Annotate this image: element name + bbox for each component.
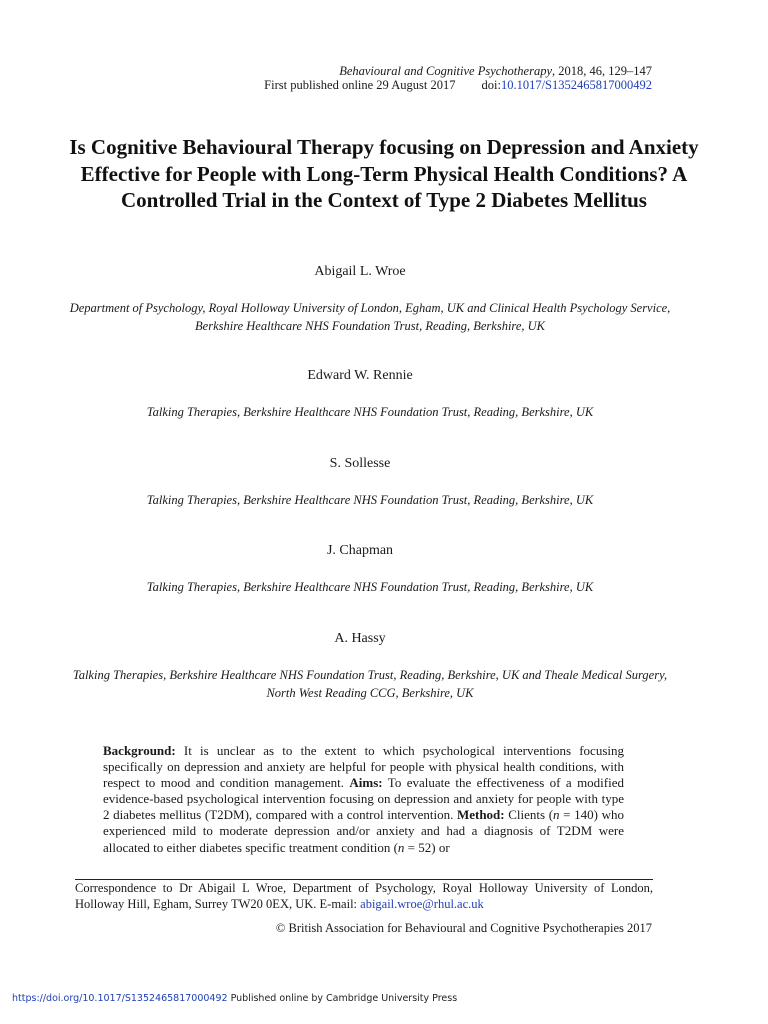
method-heading: Method: (456, 807, 505, 823)
correspondence-note (75, 881, 653, 912)
author-affiliation: Talking Therapies, Berkshire Healthcare NHS Foundation Trust, Reading, Berkshire, UK (146, 493, 594, 507)
correspondence-text: Correspondence to Dr Abigail L Wroe, Department of Psychology, Royal Holloway University of London, Holloway Hill, Egham, Surrey TW20 0EX, UK. E-mail: (75, 881, 653, 911)
journal-name: Behavioural and Cognitive Psychotherapy (339, 64, 552, 78)
publisher-note: Published online by Cambridge University Press (227, 993, 458, 1004)
abstract (103, 743, 624, 859)
author-name: Edward W. Rennie (307, 368, 413, 383)
doi-link[interactable]: 10.1017/S1352465817000492 (500, 78, 652, 92)
author-name: Abigail L. Wroe (314, 264, 406, 279)
sample-size-symbol: n (553, 807, 560, 823)
author-name: S. Sollesse (329, 456, 391, 471)
author-affiliation: Department of Psychology, Royal Holloway University of London, Egham, UK and Clinical Health Psychology Service, Berkshire Healthcare NHS Foundation Trust, Reading, Berkshire, UK (69, 301, 671, 333)
aims-text: To evaluate the effectiveness of a modified evidence-based psychological intervention focusing on depression and anxiety for people with type 2 diabetes mellitus (T2DM), compared with a control intervention. (103, 775, 624, 823)
footnote-divider (75, 879, 653, 880)
aims-heading: Aims: (349, 775, 383, 791)
background-text: It is unclear as to the extent to which psychological interventions focusing specifically on depression and anxiety are helpful for people with physical health conditions, with respect to mood and condition management. (103, 743, 624, 791)
method-text: = 140) who experienced mild to moderate depression and/or anxiety and had a diagnosis of T2DM were allocated to either diabetes specific treatment condition ( (103, 807, 624, 855)
published-date: First published online 29 August 2017 (264, 78, 456, 92)
author-affiliation: Talking Therapies, Berkshire Healthcare NHS Foundation Trust, Reading, Berkshire, UK (146, 405, 594, 419)
publication-info (264, 78, 652, 92)
author-name: A. Hassy (334, 631, 386, 646)
author-name: J. Chapman (326, 543, 394, 558)
journal-citation (339, 64, 652, 78)
email-link[interactable]: abigail.wroe@rhul.ac.uk (360, 896, 484, 911)
author-affiliation: Talking Therapies, Berkshire Healthcare NHS Foundation Trust, Reading, Berkshire, UK (146, 580, 594, 594)
background-heading: Background: (103, 743, 176, 758)
doi-label: doi: (481, 78, 501, 92)
copyright-notice: © British Association for Behavioural and Cognitive Psychotherapies 2017 (275, 921, 652, 935)
paper-title: Is Cognitive Behavioural Therapy focusing on Depression and Anxiety Effective for People with Long-Term Physical Health Conditions? A Controlled Trial in the Context of Type 2 Diabetes Mellitus (69, 135, 699, 212)
method-text: = 52) or (404, 839, 450, 855)
footer-doi-link[interactable]: https://doi.org/10.1017/S1352465817000492 (12, 993, 228, 1004)
page-footer (12, 993, 457, 1005)
sample-size-symbol: n (397, 839, 405, 855)
journal-volume: , 2018, 46, 129–147 (552, 64, 652, 78)
method-text: Clients ( (504, 807, 554, 823)
author-affiliation: Talking Therapies, Berkshire Healthcare NHS Foundation Trust, Reading, Berkshire, UK and Theale Medical Surgery, North West Reading CCG, Berkshire, UK (72, 668, 668, 700)
